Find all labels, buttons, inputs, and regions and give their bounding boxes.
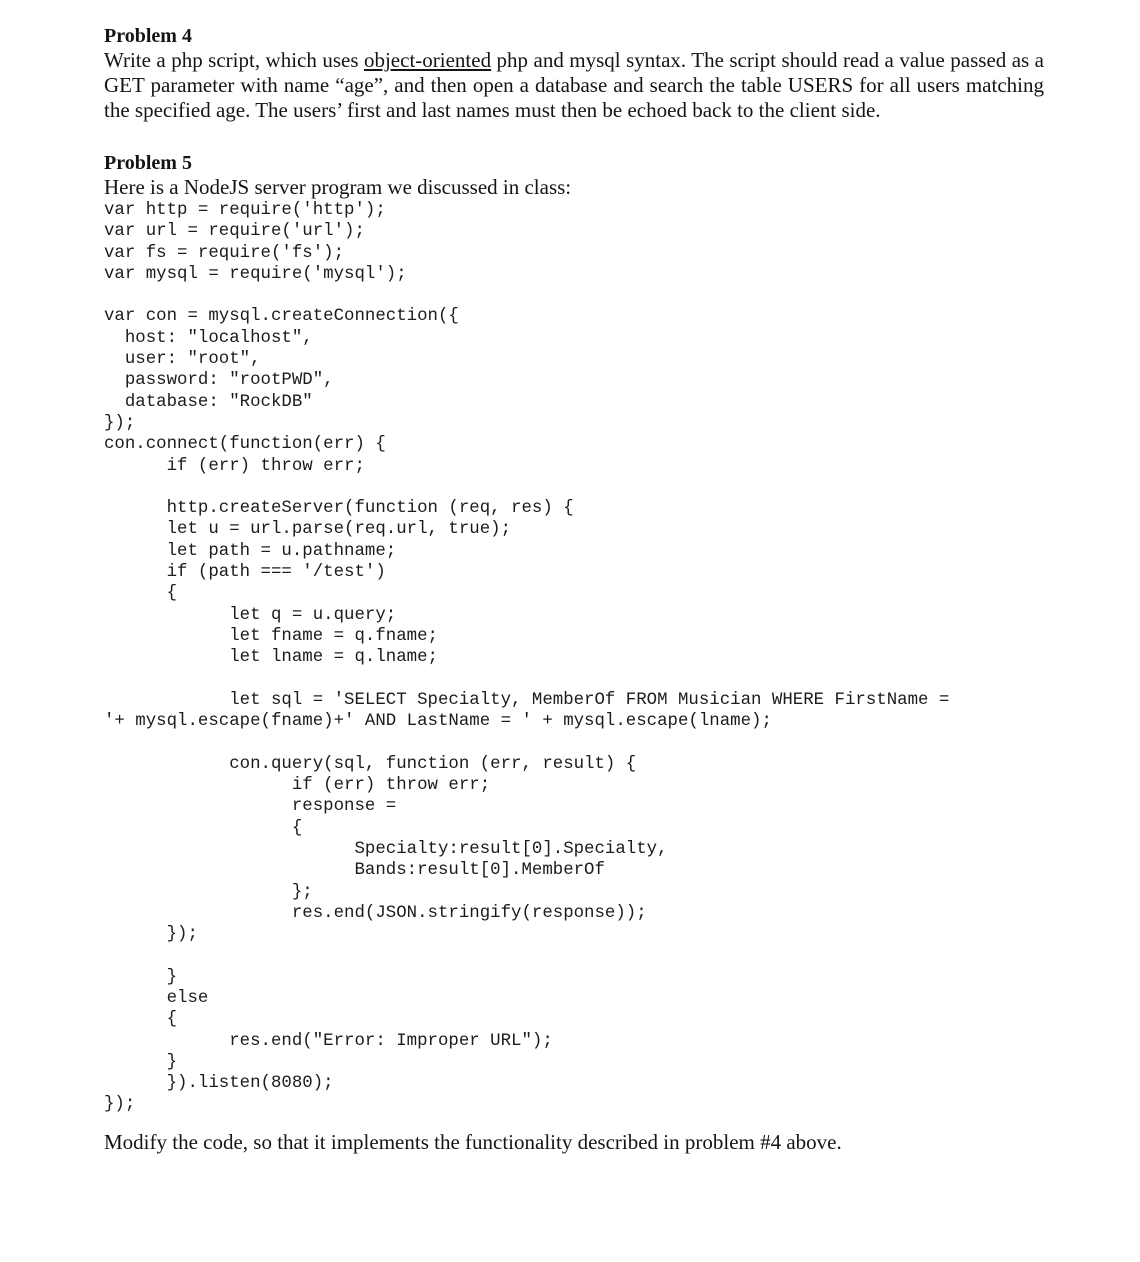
problem-4-heading: Problem 4 xyxy=(104,25,192,47)
code-line: let q = u.query; xyxy=(104,605,397,625)
code-line: }); xyxy=(104,925,198,945)
code-line: let sql = 'SELECT Specialty, MemberOf FROM Musician WHERE FirstName = xyxy=(104,690,950,710)
code-line: var url = require('url'); xyxy=(104,222,365,242)
problem-4-section xyxy=(104,24,1044,123)
code-line: } xyxy=(104,967,178,987)
nodejs-code-listing xyxy=(104,200,1044,1116)
problem-5-section xyxy=(104,151,1044,1155)
problem-5-heading: Problem 5 xyxy=(104,152,192,174)
code-line: let path = u.pathname; xyxy=(104,541,397,561)
code-line: if (err) throw err; xyxy=(104,456,365,476)
code-line: Bands:result[0].MemberOf xyxy=(104,861,605,881)
code-line xyxy=(104,477,1044,498)
code-line: }); xyxy=(104,413,136,433)
code-line xyxy=(104,669,1044,690)
code-line: database: "RockDB" xyxy=(104,392,313,412)
code-line: http.createServer(function (req, res) { xyxy=(104,499,574,519)
problem-5-instruction: Modify the code, so that it implements the functionality described in problem #4 above. xyxy=(104,1129,842,1154)
code-line: '+ mysql.escape(fname)+' AND LastName = ' + mysql.escape(lname); xyxy=(104,712,772,732)
code-line: { xyxy=(104,1010,178,1030)
object-oriented-underlined: object-oriented xyxy=(363,48,492,72)
code-line: var http = require('http'); xyxy=(104,201,386,220)
code-line: if (err) throw err; xyxy=(104,776,491,796)
code-line: var con = mysql.createConnection({ xyxy=(104,307,459,327)
code-line: user: "root", xyxy=(104,350,261,370)
code-line: password: "rootPWD", xyxy=(104,371,334,391)
code-line: }; xyxy=(104,882,313,902)
code-line: var fs = require('fs'); xyxy=(104,243,345,263)
code-line: { xyxy=(104,818,303,838)
code-line: res.end("Error: Improper URL"); xyxy=(104,1031,553,1051)
section-spacer xyxy=(104,123,1044,151)
code-line: let fname = q.fname; xyxy=(104,626,438,646)
code-line: response = xyxy=(104,797,397,817)
code-line: con.query(sql, function (err, result) { xyxy=(104,754,637,774)
problem-4-text-end: php and mysql syntax. The script should read a value passed as a GET parameter with name “age”, and then open a database and search the table USERS for all users matching the specified age. The users’ first and last names must then be echoed back to the client side. xyxy=(104,48,1044,122)
code-line: }).listen(8080); xyxy=(104,1074,334,1094)
code-line: let lname = q.lname; xyxy=(104,648,438,668)
code-line: host: "localhost", xyxy=(104,328,313,348)
code-line: res.end(JSON.stringify(response)); xyxy=(104,903,647,923)
code-line: if (path === '/test') xyxy=(104,563,386,583)
code-line: { xyxy=(104,584,178,604)
code-line: }); xyxy=(104,1095,136,1115)
code-line: let u = url.parse(req.url, true); xyxy=(104,520,512,540)
code-line xyxy=(104,285,1044,306)
code-line xyxy=(104,732,1044,753)
code-line: var mysql = require('mysql'); xyxy=(104,264,407,284)
code-line: Specialty:result[0].Specialty, xyxy=(104,839,668,859)
document-page xyxy=(104,24,1044,1155)
code-line: con.connect(function(err) { xyxy=(104,435,386,455)
code-line: else xyxy=(104,988,209,1008)
code-line xyxy=(104,945,1044,966)
problem-4-text-start: Write a php script, which uses xyxy=(104,48,364,72)
problem-4-description xyxy=(104,48,1044,123)
problem-5-intro: Here is a NodeJS server program we discussed in class: xyxy=(104,175,572,199)
code-line: } xyxy=(104,1052,178,1072)
